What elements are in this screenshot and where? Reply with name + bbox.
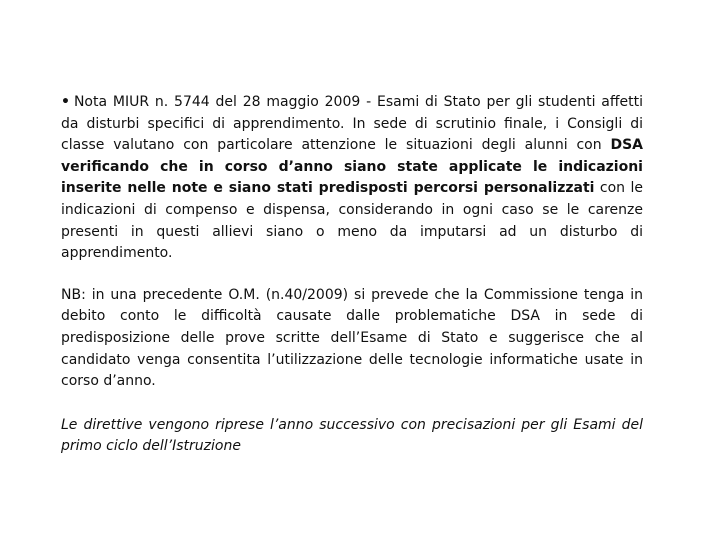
nb-label: NB: xyxy=(61,286,86,303)
paragraph-nota-miur xyxy=(61,92,643,265)
nota-miur-text-end: con le indicazioni di compenso e dispensa, considerando in ogni caso se le carenze presenti in questi allievi siano o meno da imputarsi ad un disturbo di apprendimento. xyxy=(61,180,643,262)
bullet-icon: • xyxy=(61,94,70,110)
slide-content xyxy=(61,92,643,458)
paragraph-direttive xyxy=(61,415,643,458)
paragraph-nb xyxy=(61,285,643,393)
nb-text: in una precedente O.M. (n.40/2009) si prevede che la Commissione tenga in debito conto le difficoltà causate dalle problematiche DSA in sede di predisposizione delle prove scritte dell’Esame di Stato e suggerisce che al candidato venga consentita l’utilizzazione delle tecnologie informatiche usate in corso d’anno. xyxy=(61,286,643,390)
dsa-highlight: DSA verificando che in corso d’anno siano state applicate le indicazioni inserite nelle note e siano stati predisposti percorsi personalizzati xyxy=(61,137,644,197)
direttive-text: Le direttive vengono riprese l’anno successivo con precisazioni per gli Esami del primo ciclo dell’Istruzione xyxy=(61,416,643,455)
nota-miur-reference: Nota MIUR n. 5744 del 28 maggio 2009 xyxy=(73,94,361,110)
nota-miur-text: - Esami di Stato per gli studenti affetti da disturbi specifici di apprendimento. In sede di scrutinio finale, i Consigli di classe valutano con particolare attenzione le situazioni degli alunni con xyxy=(61,94,643,154)
